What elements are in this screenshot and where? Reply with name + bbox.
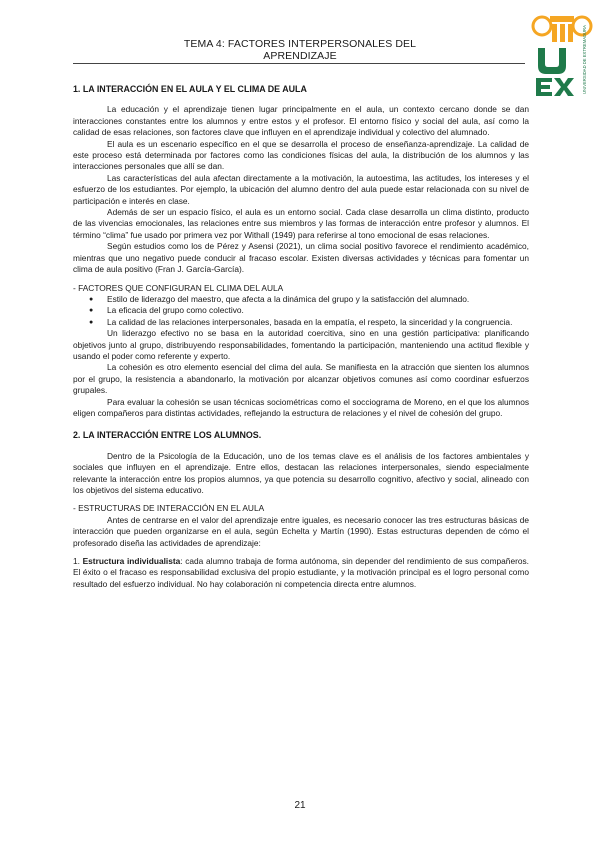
- paragraph: El aula es un escenario específico en el que se desarrolla el proceso de enseñanza-aprendizaje. La calidad de este proceso está determinada por factores como las condiciones físicas del aula, la distribución de los alumnos y las interacciones personales que allí se dan.: [73, 138, 529, 172]
- item-number: 1.: [73, 556, 83, 567]
- list-item: ● Estilo de liderazgo del maestro, que afecta a la dinámica del grupo y la satisfacción del alumnado.: [107, 294, 529, 305]
- paragraph: Dentro de la Psicología de la Educación, uno de los temas clave es el análisis de los factores ambientales y sociales que influyen en el aprendizaje. Entre ellos, destacan las relaciones interpersonales, siendo especialmente relevante la interacción entre los propios alumnos, ya que potencia su desarrollo cognitivo, afectivo y social, alineado con los objetivos del sistema educativo.: [73, 450, 529, 495]
- header-rule: [73, 63, 525, 64]
- subheading-factores: - FACTORES QUE CONFIGURAN EL CLIMA DEL AULA: [73, 282, 284, 293]
- paragraph: Además de ser un espacio físico, el aula es un entorno social. Cada clase desarrolla un clima distinto, producto de las vivencias emocionales, las relaciones entre sus miembros y las formas de interacción entre profesor y alumnos. El término “clima” fue usado por primera vez por Withall (1949) para referirse al tono emocional de esas relaciones.: [73, 207, 529, 240]
- main-content: [73, 84, 529, 590]
- item-term: Estructura individualista: [82, 556, 181, 567]
- section-2-heading: 2. LA INTERACCIÓN ENTRE LOS ALUMNOS.: [73, 430, 262, 441]
- paragraph: La cohesión es otro elemento esencial del clima del aula. Se manifiesta en la atracción que sienten los alumnos por el grupo, la resistencia a abandonarlo, la motivación por alcanzar objetivos comunes así como coordinar esfuerzos grupales.: [73, 362, 529, 396]
- structure-item-1: [73, 556, 529, 590]
- university-logo: [528, 6, 596, 98]
- paragraph: Antes de centrarse en el valor del aprendizaje entre iguales, es necesario conocer las tres estructuras básicas de interacción que pueden organizarse en el aula, según Echelta y Martín (1990). Estas estructuras dependen de cómo el profesorado diseña las actividades de aprendizaje:: [73, 514, 529, 548]
- page-number: 21: [294, 800, 306, 811]
- factors-list: [73, 294, 529, 328]
- paragraph: Para evaluar la cohesión se usan técnicas sociométricas como el socciograma de Moreno, en el que los alumnos eligen compañeros para distintas actividades, reflejando la estructura de relaciones y el nivel de cohesión del grupo.: [73, 396, 529, 418]
- list-item: ● La calidad de las relaciones interpersonales, basada en la empatía, el respeto, la sinceridad y la congruencia.: [107, 317, 529, 328]
- paragraph: Según estudios como los de Pérez y Asensi (2021), un clima social positivo favorece el rendimiento académico, mientras que uno negativo puede conducir al fracaso escolar. Existen diversas actividades y técnicas para fomentar un clima de aula positivo (Fran J. García-García).: [73, 241, 529, 275]
- subheading-estructuras: - ESTRUCTURAS DE INTERACCIÓN EN EL AULA: [73, 503, 265, 514]
- paragraph: La educación y el aprendizaje tienen lugar principalmente en el aula, un contexto cercano donde se dan interacciones constantes entre los alumnos y entre estos y el profesor. El entorno físico y social del aula, así como la calidad de esas relaciones, son factores clave que influyen en el aprendizaje individual y colectivo del alumnado.: [73, 104, 529, 138]
- section-1-heading: 1. LA INTERACCIÓN EN EL AULA Y EL CLIMA DE AULA: [73, 84, 307, 94]
- running-header: TEMA 4: FACTORES INTERPERSONALES DEL APRENDIZAJE: [183, 38, 417, 62]
- paragraph: Las características del aula afectan directamente a la motivación, la autoestima, las actitudes, los intereses y el esfuerzo de los estudiantes. Por ejemplo, la ubicación del alumno dentro del aula puede estar relacionada con su nivel de participación e interés en clase.: [73, 172, 529, 206]
- item-description: : cada alumno trabaja de forma autónoma, sin depender del rendimiento de sus compañeros. El éxito o el fracaso es responsabilidad exclusiva del propio estudiante, y la motivación principal es el logro personal como resultado del esfuerzo individual. No hay colaboración ni competencia directa entre alumnos.: [73, 556, 529, 589]
- paragraph: Un liderazgo efectivo no se basa en la autoridad coercitiva, sino en una gestión participativa: planificando objetivos junto al grupo, distribuyendo responsabilidades, fomentando la participación, manteniendo una actitud flexible y usando el poder como referente y experto.: [73, 328, 529, 361]
- list-item: ● La eficacia del grupo como colectivo.: [107, 305, 529, 316]
- logo-vertical-text: UNIVERSIDAD DE EXTREMADURA: [582, 25, 587, 94]
